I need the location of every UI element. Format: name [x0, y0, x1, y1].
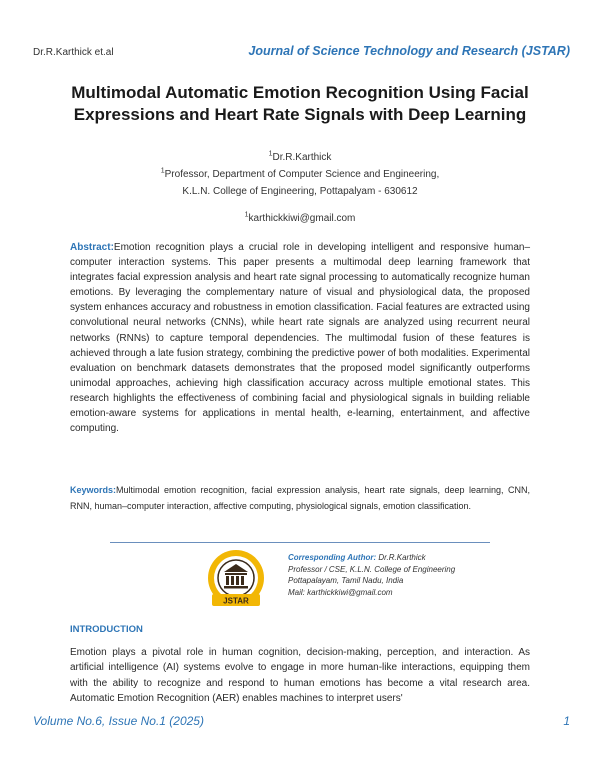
- corresponding-line-2: Pottapalayam, Tamil Nadu, India: [288, 576, 404, 585]
- introduction-text: Emotion plays a pivotal role in human cognition, decision-making, perception, and interaction. As artificial intelligence (AI) systems evolve to engage in more human-like interactions, equipping them with the ability to recognize and respond to human emotions has become a vital research area. Automatic Emotion Recognition (AER) enables machines to interpret users': [70, 647, 530, 705]
- author-email-line: [0, 213, 600, 224]
- abstract-label: Abstract:: [70, 242, 114, 253]
- corresponding-author-line: [288, 552, 455, 564]
- keywords-text: Multimodal emotion recognition, facial expression analysis, heart rate signals, deep learning, CNN, RNN, human–computer interaction, affective computing, physiological signals, emotion classification.: [70, 485, 530, 511]
- corresponding-author-block: [288, 552, 455, 598]
- jstar-logo: [192, 548, 280, 612]
- keywords-label: Keywords:: [70, 485, 117, 495]
- corresponding-line-3: Mail: karthickkiwi@gmail.com: [288, 587, 393, 597]
- corresponding-line-1: Professor / CSE, K.L.N. College of Engineering: [288, 564, 456, 574]
- keywords: [70, 482, 530, 514]
- footer-volume: Volume No.6, Issue No.1 (2025): [33, 714, 204, 728]
- author-superscript: 1: [268, 150, 273, 158]
- footer-page-number: 1: [563, 714, 570, 728]
- corresponding-name: Dr.R.Karthick: [378, 553, 426, 562]
- affiliation-line-2: K.L.N. College of Engineering, Pottapalyam - 630612: [182, 186, 418, 197]
- logo-text: JSTAR: [223, 596, 249, 606]
- header-author: Dr.R.Karthick et.al: [33, 47, 114, 58]
- abstract-text: Emotion recognition plays a crucial role in developing intelligent and responsive human–computer interaction systems. This paper presents a multimodal deep learning framework that integrates facial expression analysis and heart rate signal processing to automatically recognize human emotions. By leveraging the complementary nature of visual and physiological data, the proposed system enhances accuracy and robustness in emotion classification. Facial features are extracted using convolutional neural networks (CNNs), while heart rate signals are analyzed using recurrent neural networks (RNNs) to capture temporal dependencies. The multimodal fusion of these features is achieved through a late fusion strategy, combining the predictive power of both modalities. Experimental evaluation on benchmark datasets demonstrates that the proposed model significantly outperforms unimodal approaches, achieving high classification accuracy across multiple emotional states. This research highlights the effectiveness of combining facial and physiological signals in building reliable emotion-aware systems for applications in mental health, e-learning, entertainment, and affective computing.: [70, 242, 530, 435]
- affiliation-line-1: [0, 169, 600, 180]
- email-superscript: 1: [244, 211, 249, 219]
- author-name-line: [0, 152, 600, 163]
- introduction-heading: INTRODUCTION: [70, 624, 143, 635]
- corresponding-label: Corresponding Author:: [288, 553, 377, 562]
- affiliation-text-1: Professor, Department of Computer Science and Engineering,: [164, 169, 440, 180]
- header-journal-title: Journal of Science Technology and Research (JSTAR): [248, 44, 570, 58]
- paper-title: Multimodal Automatic Emotion Recognition Using Facial Expressions and Heart Rate Signals with Deep Learning: [71, 83, 529, 124]
- author-email[interactable]: karthickkiwi@gmail.com: [248, 213, 356, 224]
- section-divider: [110, 542, 490, 543]
- affiliation-superscript: 1: [160, 167, 165, 175]
- abstract: [70, 240, 530, 436]
- author-name: Dr.R.Karthick: [272, 152, 332, 163]
